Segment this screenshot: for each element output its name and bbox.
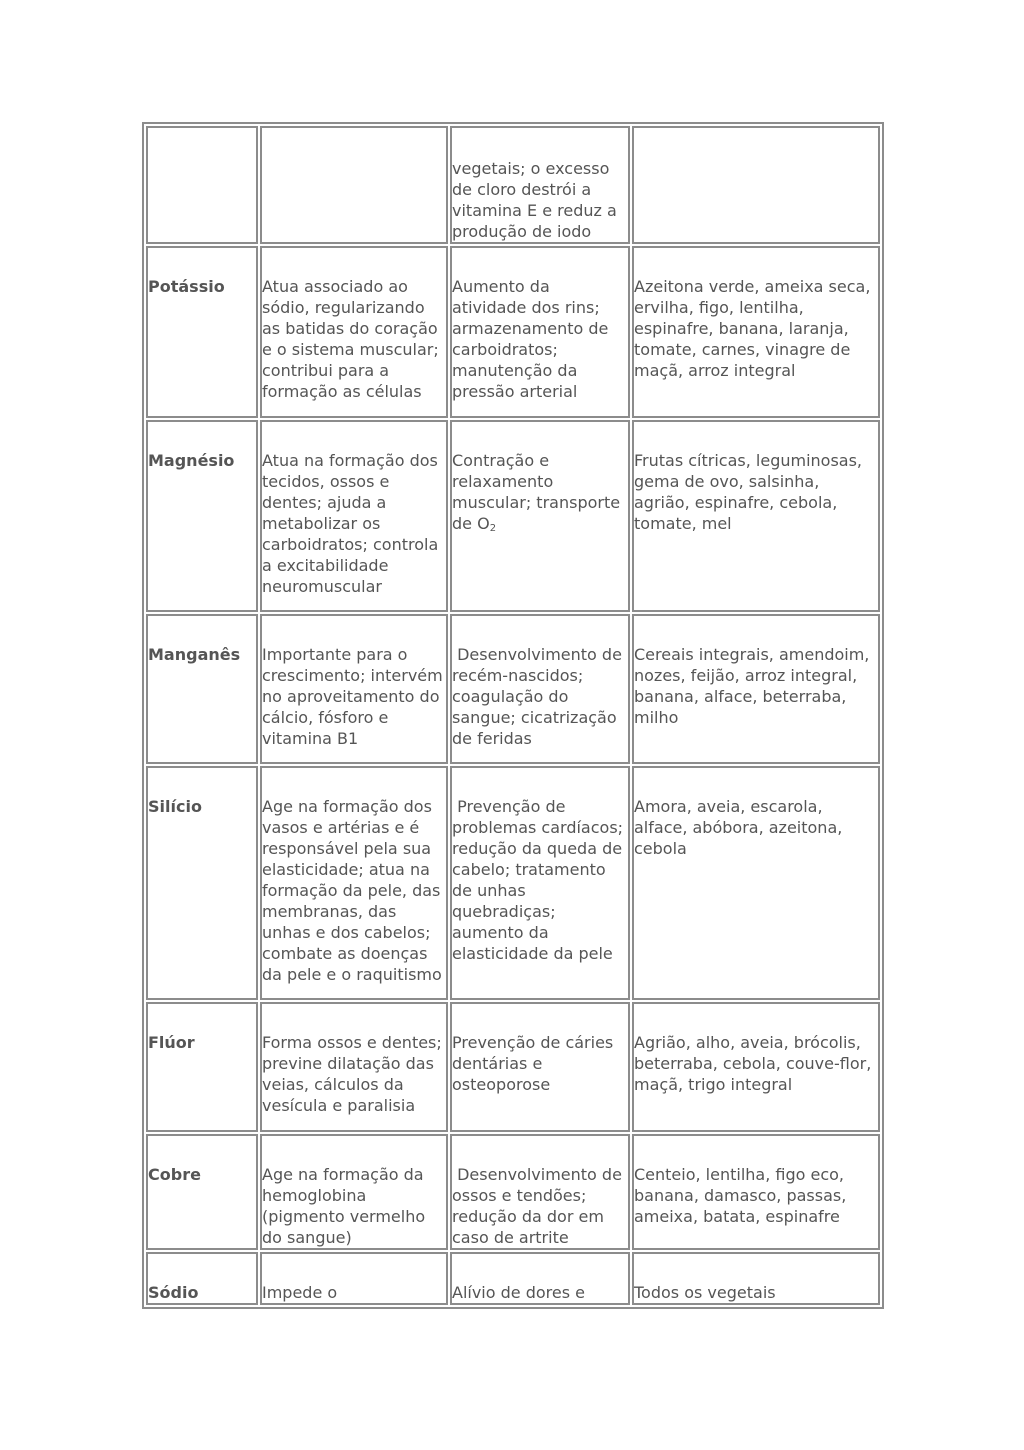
mineral-function: Age na formação da hemoglobina (pigmento vermelho do sangue) bbox=[260, 1134, 448, 1250]
mineral-function: Impede o bbox=[260, 1252, 448, 1305]
mineral-sources: Frutas cítricas, leguminosas, gema de ovo, salsinha, agrião, espinafre, cebola, tomate, mel bbox=[632, 420, 880, 612]
mineral-benefits: Prevenção de cáries dentárias e osteoporose bbox=[450, 1002, 630, 1132]
mineral-sources bbox=[632, 126, 880, 244]
mineral-name: Potássio bbox=[146, 246, 258, 418]
mineral-function: Forma ossos e dentes; previne dilatação das veias, cálculos da vesícula e paralisia bbox=[260, 1002, 448, 1132]
mineral-name: Silício bbox=[146, 766, 258, 1000]
mineral-sources: Centeio, lentilha, figo eco, banana, damasco, passas, ameixa, batata, espinafre bbox=[632, 1134, 880, 1250]
mineral-sources: Agrião, alho, aveia, brócolis, beterraba, cebola, couve-flor, maçã, trigo integral bbox=[632, 1002, 880, 1132]
table-row bbox=[146, 1252, 880, 1305]
mineral-name: Sódio bbox=[146, 1252, 258, 1305]
mineral-name bbox=[146, 126, 258, 244]
mineral-name: Flúor bbox=[146, 1002, 258, 1132]
mineral-benefits: vegetais; o excesso de cloro destrói a vitamina E e reduz a produção de iodo bbox=[450, 126, 630, 244]
table-row bbox=[146, 246, 880, 418]
mineral-function: Atua na formação dos tecidos, ossos e dentes; ajuda a metabolizar os carboidratos; controla a excitabilidade neuromuscular bbox=[260, 420, 448, 612]
mineral-sources: Todos os vegetais bbox=[632, 1252, 880, 1305]
mineral-benefits-text: Contração e relaxamento muscular; transporte de O bbox=[452, 451, 621, 533]
table-row bbox=[146, 1134, 880, 1250]
mineral-name: Cobre bbox=[146, 1134, 258, 1250]
mineral-function: Atua associado ao sódio, regularizando as batidas do coração e o sistema muscular; contribui para a formação as células bbox=[260, 246, 448, 418]
subscript-text: 2 bbox=[489, 523, 497, 534]
mineral-benefits: Desenvolvimento de recém-nascidos; coagulação do sangue; cicatrização de feridas bbox=[450, 614, 630, 764]
mineral-function: Age na formação dos vasos e artérias e é responsável pela sua elasticidade; atua na formação da pele, das membranas, das unhas e dos cabelos; combate as doenças da pele e o raquitismo bbox=[260, 766, 448, 1000]
mineral-sources: Cereais integrais, amendoim, nozes, feijão, arroz integral, banana, alface, beterraba, milho bbox=[632, 614, 880, 764]
mineral-name: Magnésio bbox=[146, 420, 258, 612]
table-row bbox=[146, 766, 880, 1000]
mineral-benefits: Aumento da atividade dos rins; armazenamento de carboidratos; manutenção da pressão arterial bbox=[450, 246, 630, 418]
mineral-function: Importante para o crescimento; intervém no aproveitamento do cálcio, fósforo e vitamina B1 bbox=[260, 614, 448, 764]
mineral-name: Manganês bbox=[146, 614, 258, 764]
table-row bbox=[146, 1002, 880, 1132]
table-row bbox=[146, 614, 880, 764]
table-row bbox=[146, 126, 880, 244]
mineral-sources: Amora, aveia, escarola, alface, abóbora, azeitona, cebola bbox=[632, 766, 880, 1000]
mineral-benefits bbox=[450, 420, 630, 612]
mineral-sources: Azeitona verde, ameixa seca, ervilha, figo, lentilha, espinafre, banana, laranja, tomate, carnes, vinagre de maçã, arroz integral bbox=[632, 246, 880, 418]
minerals-table bbox=[142, 122, 884, 1309]
mineral-benefits: Alívio de dores e bbox=[450, 1252, 630, 1305]
mineral-benefits: Prevenção de problemas cardíacos; redução da queda de cabelo; tratamento de unhas quebradiças; aumento da elasticidade da pele bbox=[450, 766, 630, 1000]
table-row bbox=[146, 420, 880, 612]
mineral-function bbox=[260, 126, 448, 244]
mineral-benefits: Desenvolvimento de ossos e tendões; redução da dor em caso de artrite bbox=[450, 1134, 630, 1250]
